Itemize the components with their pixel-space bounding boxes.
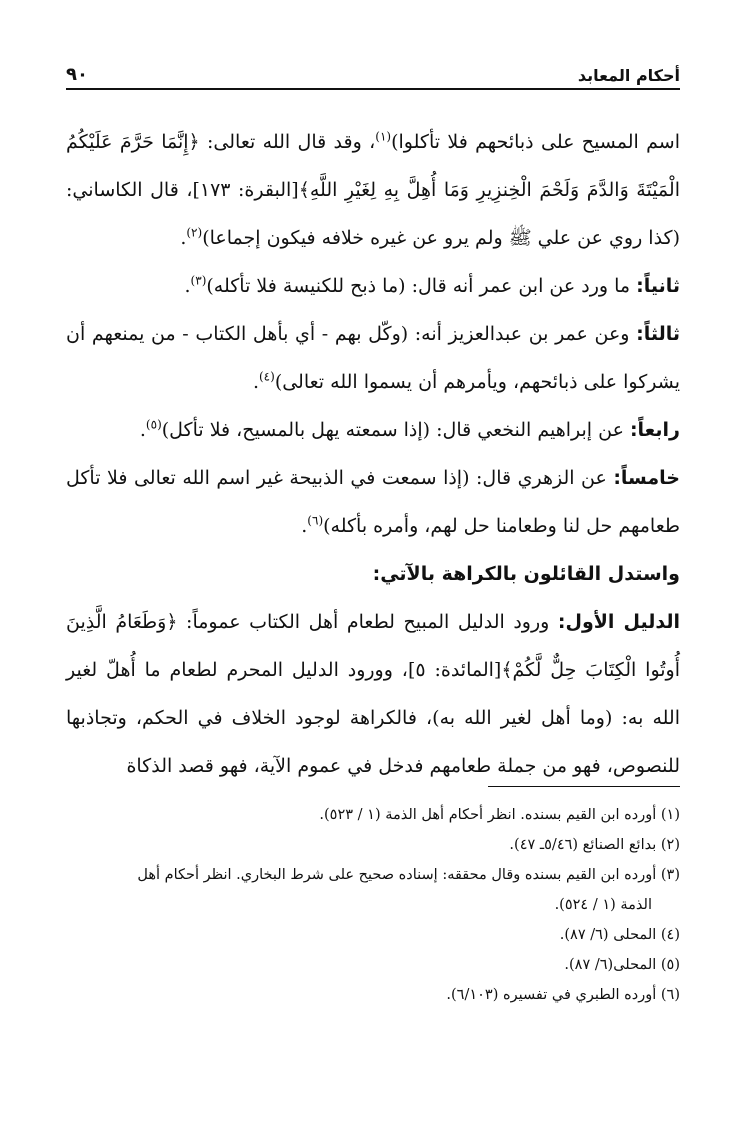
section-heading: واستدل القائلون بالكراهة بالآتي: [372,563,680,585]
paragraph-intro: اسم المسيح على ذبائحهم فلا تأكلوا)$^{(١)}$، وقد قال الله تعالى: ﴿إِنَّمَا حَرَّمَ عَلَيْكُمُ الْمَيْتَةَ وَالدَّمَ وَلَحْمَ الْخِنزِيرِ وَمَا أُهِلَّ بِهِ لِغَيْرِ اللَّهِ﴾[البقرة: ١٧٣]، قال الكاساني: (كذا روي عن علي ﷺ ولم يرو عن غيره خلافه فيكون إجماعا)$^{(٢)}$. [66,129,680,249]
paragraph-third: ثالثاً: وعن عمر بن عبدالعزيز أنه: (وكّل بهم - أي بأهل الكتاب - من يمنعهم أن يشركوا على ذبائحهم، ويأمرهم أن يسموا الله تعالى)$^{(٤)}$. [66,323,680,393]
paragraph-first-evidence: الدليل الأول: ورود الدليل المبيح لطعام أهل الكتاب عموماً: ﴿وَطَعَامُ الَّذِينَ أُوتُوا الْكِتَابَ حِلٌّ لَّكُمْ﴾[المائدة: ٥]، وورود الدليل المحرم لطعام ما أُهلّ لغير الله به: (وما أهل لغير الله به)، فالكراهة لوجود الخلاف في الحكم، وتجاذبها للنصوص، فهو من جملة طعامهم فدخل في عموم الآية، فهو قصد الذكاة [66,611,681,777]
footnote-3: (٣) أورده ابن القيم بسنده وقال محققه: إسناده صحيح على شرط البخاري. انظر أحكام أهل [137,867,680,883]
footnote-4: (٤) المحلى (٦/ ٨٧). [559,927,680,943]
quran-verse: ﴿وَطَعَامُ الَّذِينَ أُوتُوا الْكِتَابَ حِلٌّ لَّكُمْ﴾ [66,611,680,681]
paragraph-second: ثانياً: ما ورد عن ابن عمر أنه قال: (ما ذبح للكنيسة فلا تأكله)$^{(٣)}$. [184,273,680,297]
footnote-6: (٦) أورده الطبري في تفسيره (٦/١٠٣). [446,987,680,1003]
verse-reference: [المائدة: ٥] [407,659,502,681]
footnote-separator [488,786,680,787]
footnote-2: (٢) بدائع الصنائع (٥/٤٦ـ ٤٧). [509,837,680,853]
footnote-3-continued: الذمة (١ / ٥٢٤). [554,897,652,913]
item-label: ثالثاً: [636,323,680,345]
footnote-1: (١) أورده ابن القيم بسنده. انظر أحكام أهل الذمة (١ / ٥٢٣). [319,807,680,823]
item-label: خامساً: [613,467,680,489]
footnote-ref-6: (٦) [307,513,324,528]
item-label: رابعاً: [629,419,680,441]
page-header [66,62,680,90]
footnotes [66,800,680,1010]
footnote-ref-5: (٥) [145,417,162,432]
footnote-ref-1: (١) [375,129,392,144]
paragraph-fourth: رابعاً: عن إبراهيم النخعي قال: (إذا سمعته يهل بالمسيح، فلا تأكل)$^{(٥)}$. [139,417,680,441]
main-text [66,118,680,790]
running-title: أحكام المعابد [577,66,680,85]
verse-reference: [البقرة: ١٧٣] [192,179,299,201]
page-number: ٩٠ [66,64,88,85]
footnote-ref-2: (٢) [186,225,203,240]
footnote-ref-4: (٤) [258,369,275,384]
item-label: الدليل الأول: [557,611,681,633]
quran-verse: ﴿إِنَّمَا حَرَّمَ عَلَيْكُمُ الْمَيْتَةَ وَالدَّمَ وَلَحْمَ الْخِنزِيرِ وَمَا أُهِلَّ بِهِ لِغَيْرِ اللَّهِ﴾ [66,131,680,201]
footnote-ref-3: (٣) [190,273,207,288]
paragraph-fifth: خامساً: عن الزهري قال: (إذا سمعت في الذبيحة غير اسم الله تعالى فلا تأكل طعامهم حل لنا وطعامنا حل لهم، وأمره بأكله)$^{(٦)}$. [66,467,680,537]
item-label: ثانياً: [636,275,680,297]
footnote-5: (٥) المحلى(٦/ ٨٧). [564,957,680,973]
